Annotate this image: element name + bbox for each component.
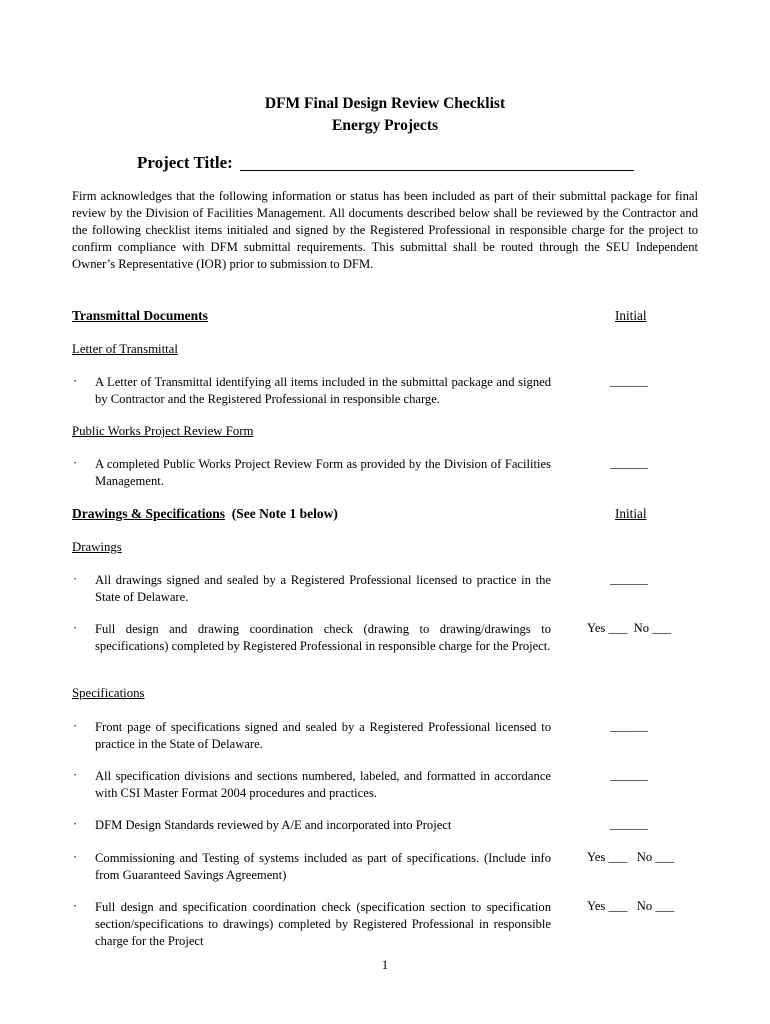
- bullet-marker: ·: [73, 817, 78, 831]
- project-title-label: Project Title:: [137, 153, 233, 172]
- initial-blank[interactable]: ______: [610, 374, 648, 388]
- subheading-specifications: Specifications: [72, 686, 145, 700]
- section-heading-transmittal: Transmittal Documents: [72, 308, 208, 323]
- initial-column-header: Initial: [615, 506, 647, 521]
- checklist-item-spec-coordination: Full design and specification coordination check (specification section to specification section/specifications to drawings) completed by Registered Professional in responsible charge for the Project: [95, 900, 551, 948]
- bullet-marker: ·: [73, 719, 78, 733]
- bullet-marker: ·: [73, 899, 78, 913]
- checklist-item-drawing-coordination: Full design and drawing coordination check (drawing to drawing/drawings to specifications) completed by Registered Professional in responsible charge for the Project.: [95, 622, 551, 653]
- initial-blank[interactable]: ______: [610, 817, 648, 831]
- separator: [225, 506, 232, 521]
- document-subtitle: Energy Projects: [331, 117, 439, 134]
- page-number: 1: [381, 957, 389, 972]
- subheading-letter-of-transmittal: Letter of Transmittal: [72, 342, 178, 356]
- bullet-marker: ·: [73, 850, 78, 864]
- checklist-item-letter-of-transmittal: A Letter of Transmittal identifying all items included in the submittal package and signed by Contractor and the Registered Professional in responsible charge.: [95, 375, 551, 406]
- initial-blank[interactable]: ______: [610, 572, 648, 586]
- checklist-item-design-standards: DFM Design Standards reviewed by A/E and incorporated into Project: [95, 818, 452, 832]
- bullet-marker: ·: [73, 768, 78, 782]
- initial-blank[interactable]: ______: [610, 456, 648, 470]
- initial-blank[interactable]: ______: [610, 768, 648, 782]
- checklist-item-commissioning: Commissioning and Testing of systems included as part of specifications. (Include info from Guaranteed Savings Agreement): [95, 851, 551, 882]
- checklist-item-public-works-form: A completed Public Works Project Review Form as provided by the Division of Facilities Management.: [95, 457, 551, 488]
- bullet-marker: ·: [73, 572, 78, 586]
- initial-column-header: Initial: [615, 308, 647, 323]
- yes-no-field[interactable]: Yes ___ No ___: [587, 899, 675, 913]
- subheading-public-works-form: Public Works Project Review Form: [72, 424, 254, 438]
- section-heading-drawings-specs: [72, 506, 338, 522]
- section-heading-text: Drawings & Specifications: [72, 506, 225, 521]
- bullet-marker: ·: [73, 621, 78, 635]
- project-title-field[interactable]: [240, 152, 634, 171]
- yes-no-field[interactable]: Yes ___ No ___: [587, 850, 675, 864]
- bullet-marker: ·: [73, 374, 78, 388]
- checklist-item-specs-front-page: Front page of specifications signed and sealed by a Registered Professional licensed to practice in the State of Delaware.: [95, 720, 551, 751]
- initial-blank[interactable]: ______: [610, 719, 648, 733]
- bullet-marker: ·: [73, 456, 78, 470]
- subheading-drawings: Drawings: [72, 540, 122, 554]
- yes-no-field[interactable]: Yes ___ No ___: [587, 621, 672, 635]
- checklist-item-drawings-signed: All drawings signed and sealed by a Registered Professional licensed to practice in the State of Delaware.: [95, 573, 551, 604]
- section-note: (See Note 1 below): [231, 506, 338, 521]
- checklist-item-csi-format: All specification divisions and sections numbered, labeled, and formatted in accordance with CSI Master Format 2004 procedures and practices.: [95, 769, 551, 800]
- document-title: DFM Final Design Review Checklist: [264, 95, 506, 112]
- intro-paragraph: Firm acknowledges that the following information or status has been included as part of their submittal package for final review by the Division of Facilities Management. All documents described below shall be reviewed by the Contractor and the following checklist items initialed and signed by the Registered Professional in responsible charge for the project to confirm compliance with DFM submittal requirements. This submittal shall be routed through the SEU Independent Owner’s Representative (IOR) prior to submission to DFM.: [72, 189, 698, 271]
